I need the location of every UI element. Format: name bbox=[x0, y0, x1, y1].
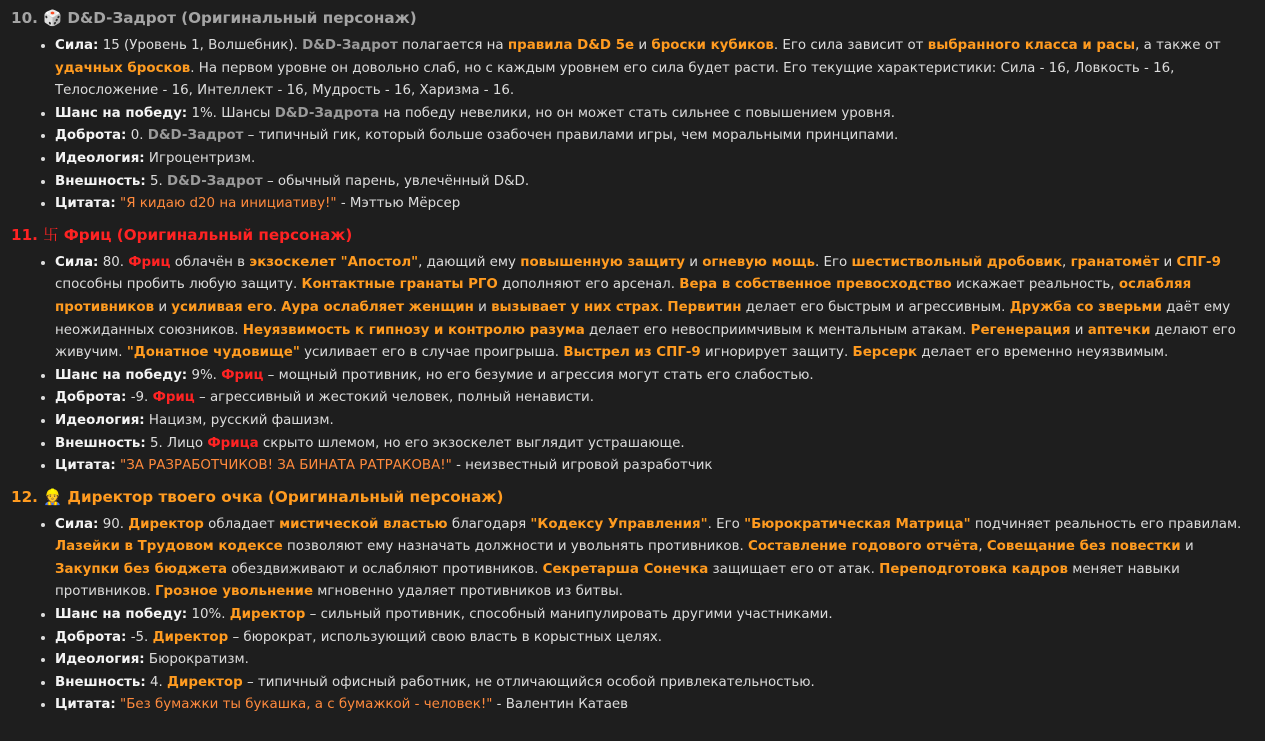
highlight: Лазейки в Трудовом кодексе bbox=[55, 539, 283, 555]
text: 10%. bbox=[191, 607, 226, 623]
quote-author: - неизвестный игровой разработчик bbox=[456, 458, 713, 474]
section-number: 12. bbox=[11, 487, 38, 506]
list-item-appearance bbox=[55, 171, 1251, 194]
character-name: D&D-Задрот bbox=[302, 38, 398, 53]
highlight: СПГ-9 bbox=[1176, 254, 1221, 270]
text: -9. bbox=[130, 390, 149, 406]
label-appearance: Внешность: bbox=[55, 435, 146, 451]
highlight: Первитин bbox=[667, 299, 742, 315]
highlight: мистической властью bbox=[279, 516, 448, 532]
highlight: ослабляя противников bbox=[55, 277, 1192, 315]
text: обладает bbox=[208, 516, 275, 532]
text: 1%. Шансы bbox=[191, 105, 271, 121]
highlight: правила D&D 5e bbox=[507, 38, 635, 53]
character-name: D&D-Задрот bbox=[167, 173, 263, 189]
text: обездвиживают и ослабляют противников. bbox=[231, 561, 539, 577]
list-item-ideology bbox=[55, 649, 1251, 672]
text: мгновенно удаляет противников из битвы. bbox=[317, 584, 624, 600]
text: , а также от bbox=[1135, 38, 1221, 53]
text: и bbox=[638, 38, 648, 53]
text: . Его bbox=[707, 516, 740, 532]
highlight: "Донатное чудовище" bbox=[126, 345, 300, 361]
text: 0. bbox=[130, 128, 144, 144]
text: игнорирует защиту. bbox=[705, 345, 849, 361]
text: 5. bbox=[150, 173, 163, 189]
text: , bbox=[1062, 254, 1067, 270]
list-item-kindness bbox=[55, 627, 1251, 650]
quote-text: "Без бумажки ты букашка, а с бумажкой - человек!" bbox=[120, 697, 493, 713]
text: делает его быстрым и агрессивным. bbox=[745, 299, 1006, 315]
highlight: Аура ослабляет женщин bbox=[281, 299, 474, 315]
label-kindness: Доброта: bbox=[55, 128, 127, 144]
highlight: Составление годового отчёта bbox=[748, 539, 979, 555]
text: и bbox=[1074, 322, 1084, 338]
label-quote: Цитата: bbox=[55, 697, 116, 713]
highlight: Контактные гранаты РГО bbox=[301, 277, 498, 293]
list-item-quote bbox=[55, 694, 1251, 717]
text: меняет навыки противников. bbox=[55, 561, 1180, 600]
highlight: вызывает у них страх bbox=[491, 299, 659, 315]
text: делает его временно неуязвимым. bbox=[921, 345, 1169, 361]
label-power: Сила: bbox=[55, 254, 99, 270]
quote-author: - Мэттью Мёрсер bbox=[340, 196, 461, 212]
text: – агрессивный и жестокий человек, полный ненависти. bbox=[199, 390, 595, 406]
label-win-chance: Шанс на победу: bbox=[55, 105, 188, 121]
character-name: Фриц bbox=[128, 254, 171, 270]
list-item-power bbox=[55, 35, 1251, 103]
section-10-heading bbox=[11, 6, 1251, 30]
list-item-quote bbox=[55, 455, 1251, 478]
text: подчиняет реальность его правилам. bbox=[974, 516, 1242, 532]
text: – сильный противник, способный манипулировать другими участниками. bbox=[309, 607, 833, 623]
character-name: Директор bbox=[128, 516, 204, 532]
text: Нацизм, русский фашизм. bbox=[148, 412, 334, 428]
label-quote: Цитата: bbox=[55, 458, 116, 474]
text: 5. Лицо bbox=[150, 435, 204, 451]
text: позволяют ему назначать должности и увольнять противников. bbox=[286, 539, 744, 555]
text: . bbox=[658, 299, 664, 315]
character-name: Фриц bbox=[152, 390, 195, 406]
text: Бюрократизм. bbox=[148, 652, 249, 668]
text: способны пробить любую защиту. bbox=[55, 277, 298, 293]
text: , дающий ему bbox=[418, 254, 516, 270]
label-win-chance: Шанс на победу: bbox=[55, 607, 188, 623]
label-ideology: Идеология: bbox=[55, 150, 145, 166]
highlight: повышенную защиту bbox=[520, 254, 685, 270]
list-item-win-chance bbox=[55, 365, 1251, 388]
label-ideology: Идеология: bbox=[55, 412, 145, 428]
text: и bbox=[1163, 254, 1173, 270]
text: и bbox=[478, 299, 487, 315]
highlight: Регенерация bbox=[970, 322, 1071, 338]
highlight: Берсерк bbox=[852, 345, 918, 361]
text: и bbox=[158, 299, 168, 315]
highlight: Секретарша Сонечка bbox=[542, 561, 709, 577]
text: и bbox=[689, 254, 698, 270]
character-name: D&D-Задрот bbox=[147, 128, 244, 144]
highlight: усиливая его bbox=[171, 299, 273, 315]
list-item-kindness bbox=[55, 125, 1251, 148]
label-ideology: Идеология: bbox=[55, 652, 145, 668]
character-name: Фриц bbox=[221, 367, 264, 383]
text: -5. bbox=[130, 629, 149, 645]
swastika-icon: 卐 bbox=[43, 225, 59, 244]
label-kindness: Доброта: bbox=[55, 390, 127, 406]
section-title: D&D-Задрот (Оригинальный персонаж) bbox=[67, 9, 417, 27]
text: искажает реальность, bbox=[955, 277, 1115, 293]
highlight: Вера в собственное превосходство bbox=[679, 277, 952, 293]
construction-worker-icon: 👷 bbox=[43, 487, 63, 506]
text: Игроцентризм. bbox=[148, 150, 256, 166]
text: благодаря bbox=[451, 516, 527, 532]
quote-text: "ЗА РАЗРАБОТЧИКОВ! ЗА БИНАТА РАТРАКОВА!" bbox=[120, 458, 452, 474]
label-quote: Цитата: bbox=[55, 196, 116, 212]
dice-icon: 🎲 bbox=[43, 9, 63, 27]
highlight: шестиствольный дробовик bbox=[851, 254, 1063, 270]
text: делает его невосприимчивым к ментальным атакам. bbox=[589, 322, 967, 338]
text: . На первом уровне он довольно слаб, но с каждым уровнем его сила будет расти. Его текущие характеристики: Сила - 16, Ловкость - 16, Телосложение - 16, Интеллект - 16, Мудрость - 16, Харизма - 16. bbox=[55, 60, 1175, 99]
text: защищает его от атак. bbox=[712, 561, 875, 577]
list-item-kindness bbox=[55, 387, 1251, 410]
text: 80. bbox=[102, 254, 124, 270]
list-item-ideology bbox=[55, 410, 1251, 433]
list-item-appearance bbox=[55, 672, 1251, 695]
highlight: огневую мощь bbox=[702, 254, 816, 270]
text: – бюрократ, использующий свою власть в корыстных целях. bbox=[232, 629, 663, 645]
label-win-chance: Шанс на победу: bbox=[55, 367, 188, 383]
text: 90. bbox=[102, 516, 124, 532]
highlight: гранатомёт bbox=[1070, 254, 1160, 270]
highlight: Переподготовка кадров bbox=[879, 561, 1068, 577]
text: полагается на bbox=[402, 38, 504, 53]
list-item-appearance bbox=[55, 433, 1251, 456]
quote-author: - Валентин Катаев bbox=[496, 697, 629, 713]
quote-text: "Я кидаю d20 на инициативу!" bbox=[120, 196, 337, 212]
section-12-heading bbox=[11, 485, 1251, 509]
character-name: Фрица bbox=[207, 435, 259, 451]
text: облачён в bbox=[174, 254, 245, 270]
text: – типичный гик, который больше озабочен правилами игры, чем моральными принципами. bbox=[247, 128, 899, 144]
label-kindness: Доброта: bbox=[55, 629, 127, 645]
list-item-win-chance bbox=[55, 604, 1251, 627]
character-name: Директор bbox=[229, 607, 306, 623]
label-appearance: Внешность: bbox=[55, 674, 146, 690]
text: усиливает его в случае проигрыша. bbox=[304, 345, 560, 361]
text: , bbox=[978, 539, 983, 555]
section-11-heading bbox=[11, 223, 1251, 247]
text: скрыто шлемом, но его экзоскелет выглядит устрашающе. bbox=[262, 435, 685, 451]
text: делают его живучим. bbox=[55, 322, 1236, 361]
list-item-power bbox=[55, 514, 1251, 604]
text: 15 (Уровень 1, Волшебник). bbox=[102, 38, 298, 53]
highlight: выбранного класса и расы bbox=[927, 38, 1136, 53]
text: на победу невелики, но он может стать сильнее с повышением уровня. bbox=[383, 105, 895, 121]
list-item-win-chance bbox=[55, 103, 1251, 126]
text: даёт ему неожиданных союзников. bbox=[55, 299, 1231, 338]
section-number: 11. bbox=[11, 225, 38, 244]
character-name: D&D-Задрота bbox=[274, 105, 380, 121]
highlight: Совещание без повестки bbox=[986, 539, 1181, 555]
highlight: аптечки bbox=[1087, 322, 1151, 338]
text: и bbox=[1184, 539, 1194, 555]
section-number: 10. bbox=[11, 9, 38, 27]
highlight: Неуязвимость к гипнозу и контролю разума bbox=[242, 322, 585, 338]
section-11-list bbox=[11, 252, 1251, 478]
list-item-power bbox=[55, 252, 1251, 365]
section-title: Фриц (Оригинальный персонаж) bbox=[63, 225, 353, 244]
highlight: экзоскелет "Апостол" bbox=[249, 254, 419, 270]
text: . Его сила зависит от bbox=[773, 38, 924, 53]
character-name: Директор bbox=[167, 674, 243, 690]
highlight: удачных бросков bbox=[55, 60, 191, 76]
highlight: Выстрел из СПГ-9 bbox=[563, 345, 701, 361]
highlight: Грозное увольнение bbox=[155, 584, 314, 600]
text: . Его bbox=[815, 254, 848, 270]
section-12-list bbox=[11, 514, 1251, 717]
label-appearance: Внешность: bbox=[55, 173, 146, 189]
list-item-ideology bbox=[55, 148, 1251, 171]
character-name: Директор bbox=[152, 629, 229, 645]
section-title: Директор твоего очка (Оригинальный персонаж) bbox=[67, 487, 504, 506]
text: 4. bbox=[150, 674, 163, 690]
list-item-quote bbox=[55, 193, 1251, 216]
highlight: "Кодексу Управления" bbox=[530, 516, 708, 532]
section-10-list bbox=[11, 35, 1251, 216]
text: – мощный противник, но его безумие и агрессия могут стать его слабостью. bbox=[267, 367, 814, 383]
text: . bbox=[272, 299, 277, 315]
highlight: "Бюрократическая Матрица" bbox=[744, 516, 971, 532]
label-power: Сила: bbox=[55, 38, 99, 53]
highlight: Дружба со зверьми bbox=[1009, 299, 1162, 315]
highlight: Закупки без бюджета bbox=[55, 561, 228, 577]
text: – обычный парень, увлечённый D&D. bbox=[266, 173, 530, 189]
text: – типичный офисный работник, не отличающийся особой привлекательностью. bbox=[246, 674, 815, 690]
highlight: броски кубиков bbox=[651, 38, 774, 53]
label-power: Сила: bbox=[55, 516, 99, 532]
text: 9%. bbox=[191, 367, 217, 383]
text: дополняют его арсенал. bbox=[502, 277, 675, 293]
